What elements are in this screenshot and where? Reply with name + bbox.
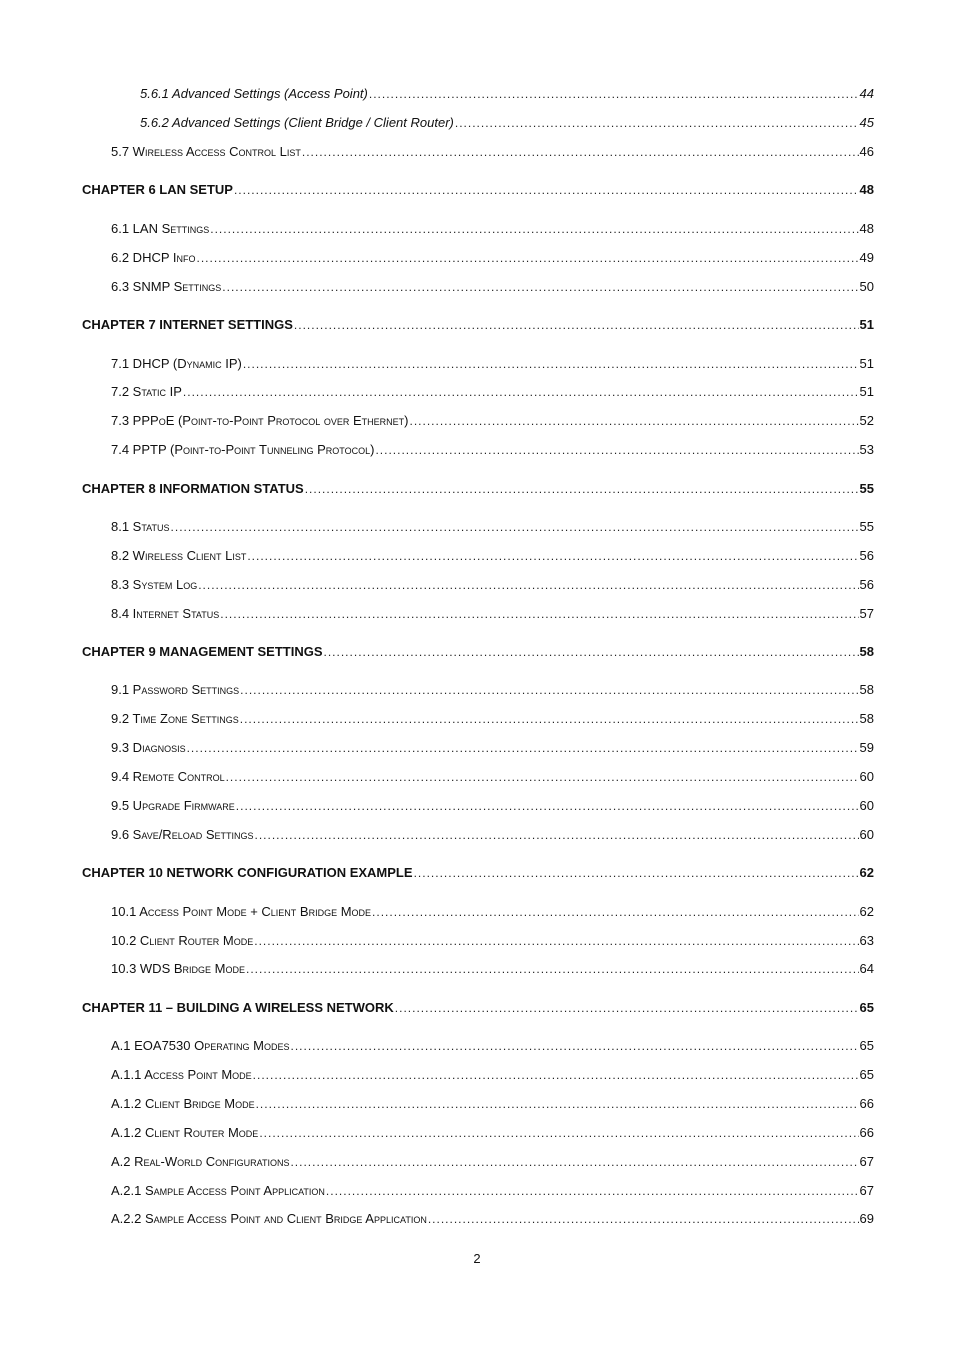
toc-entry[interactable] [111, 144, 874, 159]
toc-entry-page: 53 [859, 442, 874, 457]
toc-entry-label: 7.2 Static IP [111, 384, 182, 399]
toc-entry-page: 50 [859, 279, 874, 294]
toc-leader-dots [240, 683, 858, 697]
toc-entry-label: 6.3 SNMP Settings [111, 279, 222, 294]
toc-leader-dots [372, 905, 858, 919]
toc-leader-dots [171, 520, 859, 534]
toc-entry-label: 8.2 Wireless Client List [111, 548, 247, 563]
toc-chapter-entry[interactable] [82, 182, 874, 197]
toc-entry-page: 49 [859, 250, 874, 265]
toc-entry[interactable] [111, 384, 874, 399]
toc-entry[interactable] [111, 442, 874, 457]
toc-entry-page: 67 [859, 1183, 874, 1198]
toc-entry-label: 6.1 LAN Settings [111, 221, 210, 236]
toc-leader-dots [369, 87, 859, 101]
toc-entry-label: 5.6.2 Advanced Settings (Client Bridge / Client Router) [140, 115, 454, 130]
toc-entry-label: 8.1 Status [111, 519, 170, 534]
toc-entry-page: 59 [859, 740, 874, 755]
toc-entry-page: 48 [859, 182, 874, 197]
toc-entry-page: 60 [859, 769, 874, 784]
toc-entry-page: 65 [859, 1038, 874, 1053]
toc-entry[interactable] [111, 1038, 874, 1053]
toc-entry-label: CHAPTER 10 NETWORK CONFIGURATION EXAMPLE [82, 865, 413, 880]
toc-entry-label: A.1.2 Client Router Mode [111, 1125, 259, 1140]
toc-leader-dots [428, 1212, 859, 1226]
toc-entry-page: 67 [859, 1154, 874, 1169]
toc-entry[interactable] [111, 519, 874, 534]
toc-entry-label: A.2 Real-World Configurations [111, 1154, 290, 1169]
toc-entry[interactable] [111, 606, 874, 621]
toc-entry-label: CHAPTER 8 INFORMATION STATUS [82, 481, 304, 496]
toc-entry-label: 5.7 Wireless Access Control List [111, 144, 301, 159]
toc-entry-page: 64 [859, 961, 874, 976]
toc-entry-page: 69 [859, 1211, 874, 1226]
toc-entry-page: 66 [859, 1096, 874, 1111]
toc-entry-label: 10.1 Access Point Mode + Client Bridge Mode [111, 904, 372, 919]
toc-leader-dots [240, 712, 859, 726]
toc-entry[interactable] [111, 1096, 874, 1111]
toc-entry-page: 63 [859, 933, 874, 948]
toc-leader-dots [455, 116, 859, 130]
toc-entry-label: 9.3 Diagnosis [111, 740, 186, 755]
toc-entry-page: 60 [859, 827, 874, 842]
toc-leader-dots [187, 741, 859, 755]
toc-entry-label: 5.6.1 Advanced Settings (Access Point) [140, 86, 368, 101]
toc-leader-dots [183, 385, 859, 399]
toc-entry-label: 9.2 Time Zone Settings [111, 711, 239, 726]
toc-leader-dots [414, 866, 859, 880]
toc-leader-dots [236, 799, 859, 813]
toc-entry[interactable] [111, 1211, 874, 1226]
toc-entry-label: 7.4 PPTP (Point-to-Point Tunneling Protocol) [111, 442, 375, 457]
toc-entry-page: 45 [859, 115, 874, 130]
toc-leader-dots [210, 222, 858, 236]
toc-leader-dots [410, 414, 859, 428]
toc-leader-dots [198, 578, 858, 592]
toc-entry-label: 9.1 Password Settings [111, 682, 240, 697]
toc-entry[interactable] [111, 1183, 874, 1198]
toc-entry-page: 48 [859, 221, 874, 236]
toc-entry-page: 55 [859, 519, 874, 534]
toc-entry[interactable] [111, 1154, 874, 1169]
toc-entry-label: CHAPTER 9 MANAGEMENT SETTINGS [82, 644, 323, 659]
toc-entry[interactable] [111, 682, 874, 697]
toc-entry[interactable] [111, 221, 874, 236]
toc-entry[interactable] [111, 356, 874, 371]
toc-leader-dots [395, 1001, 859, 1015]
toc-entry-label: 9.4 Remote Control [111, 769, 225, 784]
toc-entry[interactable] [111, 548, 874, 563]
toc-entry-label: CHAPTER 6 LAN SETUP [82, 182, 233, 197]
toc-leader-dots [290, 1155, 858, 1169]
toc-leader-dots [246, 962, 859, 976]
toc-leader-dots [254, 934, 858, 948]
toc-entry-label: A.1.2 Client Bridge Mode [111, 1096, 255, 1111]
toc-entry-page: 58 [859, 644, 874, 659]
toc-entry-page: 55 [859, 481, 874, 496]
toc-entry-page: 65 [859, 1000, 874, 1015]
toc-entry-label: 7.3 PPPoE (Point-to-Point Protocol over Ethernet) [111, 413, 409, 428]
toc-entry[interactable] [111, 961, 874, 976]
toc-entry-page: 58 [859, 682, 874, 697]
toc-entry-page: 62 [859, 904, 874, 919]
toc-entry-label: 8.4 Internet Status [111, 606, 220, 621]
toc-entry-label: 7.1 DHCP (Dynamic IP) [111, 356, 242, 371]
toc-chapter-entry[interactable] [82, 317, 874, 332]
toc-entry[interactable] [111, 1067, 874, 1082]
toc-entry-page: 51 [859, 356, 874, 371]
toc-entry-page: 57 [859, 606, 874, 621]
toc-entry[interactable] [111, 904, 874, 919]
toc-entry-label: CHAPTER 11 – BUILDING A WIRELESS NETWORK [82, 1000, 394, 1015]
toc-entry-label: 10.2 Client Router Mode [111, 933, 254, 948]
toc-entry-page: 58 [859, 711, 874, 726]
toc-entry[interactable] [111, 279, 874, 294]
page-number: 2 [473, 1251, 481, 1266]
toc-entry[interactable] [111, 711, 874, 726]
toc-leader-dots [259, 1126, 858, 1140]
toc-leader-dots [324, 645, 859, 659]
toc-leader-dots [375, 443, 858, 457]
toc-entry[interactable] [111, 413, 874, 428]
toc-entry[interactable] [140, 115, 874, 130]
toc-entry-label: A.1 EOA7530 Operating Modes [111, 1038, 290, 1053]
toc-entry-page: 56 [859, 577, 874, 592]
toc-entry[interactable] [111, 798, 874, 813]
toc-chapter-entry[interactable] [82, 865, 874, 880]
toc-leader-dots [305, 482, 859, 496]
toc-entry[interactable] [111, 740, 874, 755]
toc-chapter-entry[interactable] [82, 481, 874, 496]
toc-entry-page: 46 [859, 144, 874, 159]
toc-leader-dots [222, 280, 858, 294]
toc-entry[interactable] [140, 86, 874, 101]
toc-entry-page: 66 [859, 1125, 874, 1140]
toc-entry-label: A.2.1 Sample Access Point Application [111, 1183, 325, 1198]
toc-chapter-entry[interactable] [82, 644, 874, 659]
toc-entry-page: 44 [859, 86, 874, 101]
toc-leader-dots [326, 1184, 859, 1198]
toc-leader-dots [291, 1039, 859, 1053]
toc-entry-label: A.1.1 Access Point Mode [111, 1067, 252, 1082]
toc-entry-page: 51 [859, 317, 874, 332]
toc-leader-dots [234, 183, 859, 197]
toc-leader-dots [253, 1068, 859, 1082]
toc-entry-label: CHAPTER 7 INTERNET SETTINGS [82, 317, 293, 332]
toc-chapter-entry[interactable] [82, 1000, 874, 1015]
toc-leader-dots [197, 251, 859, 265]
toc-leader-dots [256, 1097, 859, 1111]
toc-entry-page: 51 [859, 384, 874, 399]
toc-entry-label: 8.3 System Log [111, 577, 198, 592]
toc-entry[interactable] [111, 577, 874, 592]
toc-entry[interactable] [111, 1125, 874, 1140]
toc-entry[interactable] [111, 250, 874, 265]
toc-entry[interactable] [111, 769, 874, 784]
toc-entry-page: 56 [859, 548, 874, 563]
toc-leader-dots [294, 318, 859, 332]
toc-leader-dots [247, 549, 858, 563]
toc-entry[interactable] [111, 827, 874, 842]
toc-leader-dots [302, 145, 859, 159]
toc-leader-dots [226, 770, 859, 784]
toc-entry-page: 60 [859, 798, 874, 813]
toc-leader-dots [220, 607, 858, 621]
toc-leader-dots [255, 828, 859, 842]
toc-entry-label: A.2.2 Sample Access Point and Client Bridge Application [111, 1211, 427, 1226]
toc-leader-dots [243, 357, 859, 371]
toc-entry-label: 6.2 DHCP Info [111, 250, 196, 265]
toc-entry-label: 10.3 WDS Bridge Mode [111, 961, 245, 976]
toc-entry-label: 9.6 Save/Reload Settings [111, 827, 254, 842]
toc-entry-page: 65 [859, 1067, 874, 1082]
toc-entry[interactable] [111, 933, 874, 948]
toc-entry-page: 52 [859, 413, 874, 428]
toc-entry-label: 9.5 Upgrade Firmware [111, 798, 235, 813]
toc-entry-page: 62 [859, 865, 874, 880]
